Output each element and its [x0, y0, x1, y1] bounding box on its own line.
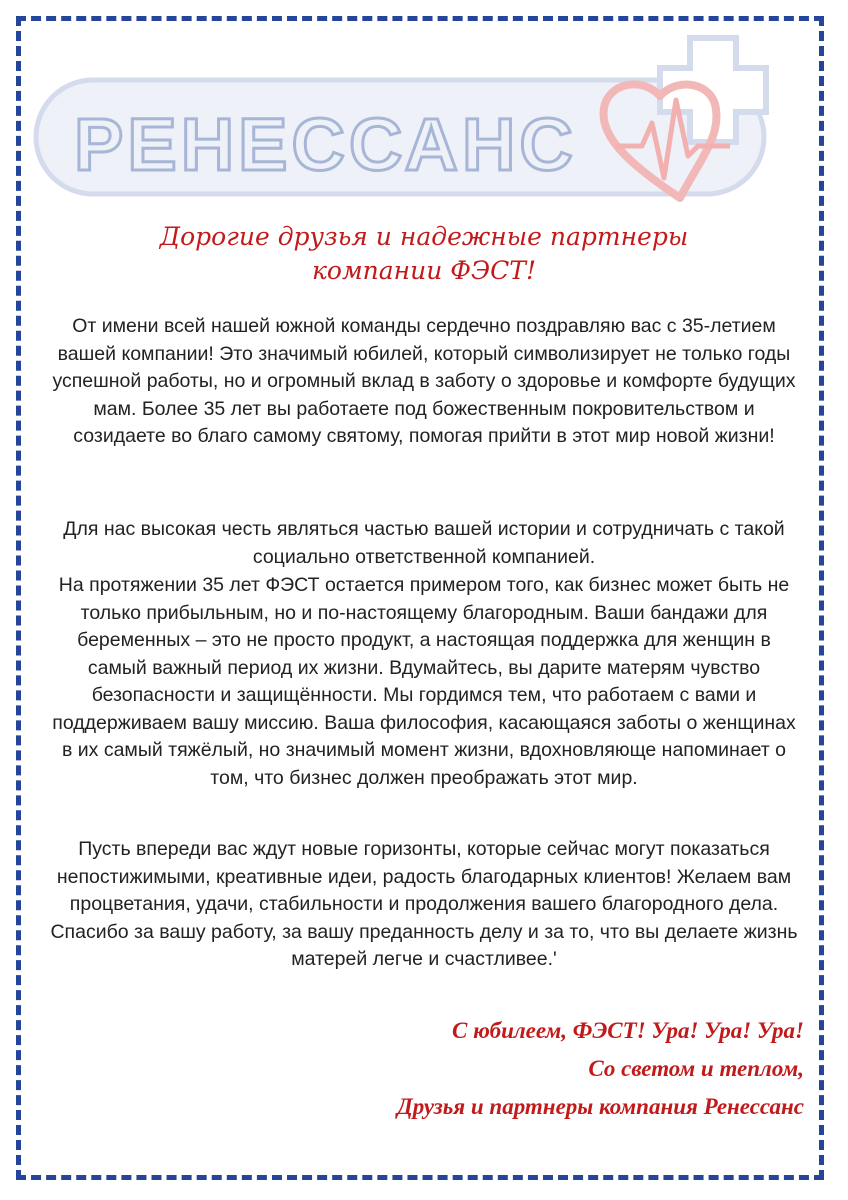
paragraph-wishes: Пусть впереди вас ждут новые горизонты, которые сейчас могут показаться непостижимыми, креативные идеи, радость благодарных клиентов! Желаем вам процветания, удачи, стабильности и продолжения вашего благородного дела. Спасибо за вашу работу, за вашу преданность делу и за то, что вы делаете жизнь матерей легче и счастливее.' — [50, 838, 798, 970]
signature-cheer: С юбилеем, ФЭСТ! Ура! Ура! Ура! — [452, 1018, 804, 1043]
renaissance-logo — [30, 28, 800, 208]
signature-sender: Друзья и партнеры компания Ренессанс — [396, 1094, 804, 1119]
signature-regards: Со светом и теплом, — [588, 1056, 804, 1081]
paragraph-honor: Для нас высокая честь являться частью вашей истории и сотрудничать с такой социально ответственной компанией. — [63, 518, 785, 568]
logo-brand-text: РЕНЕССАНС — [74, 103, 577, 186]
title-line-1: Дорогие друзья и надежные партнеры — [159, 222, 689, 251]
paragraph-mission: На протяжении 35 лет ФЭСТ остается примером того, как бизнес может быть не только прибыльным, но и по-настоящему благородным. Ваши бандажи для беременных – это не просто продукт, а настоящая поддержка для женщин в самый важный период их жизни. Вдумайтесь, вы дарите матерям чувство безопасности и защищённости. Мы гордимся тем, что работаем с вами и поддерживаем вашу миссию. Ваша философия, касающаяся заботы о женщинах в их самый тяжёлый, но значимый момент жизни, вдохновляюще напоминает о том, что бизнес должен преображать этот мир. — [52, 574, 796, 789]
title-line-2: компании ФЭСТ! — [311, 256, 537, 285]
paragraph-anniversary: От имени всей нашей южной команды сердечно поздравляю вас с 35-летием вашей компании! Это значимый юбилей, который символизирует не только годы успешной работы, но и огромный вклад в заботу о здоровье и комфорте будущих мам. Более 35 лет вы работаете под божественным покровительством и созидаете во благо самому святому, помогая прийти в этот мир новой жизни! — [52, 315, 796, 447]
greeting-title — [60, 220, 788, 288]
